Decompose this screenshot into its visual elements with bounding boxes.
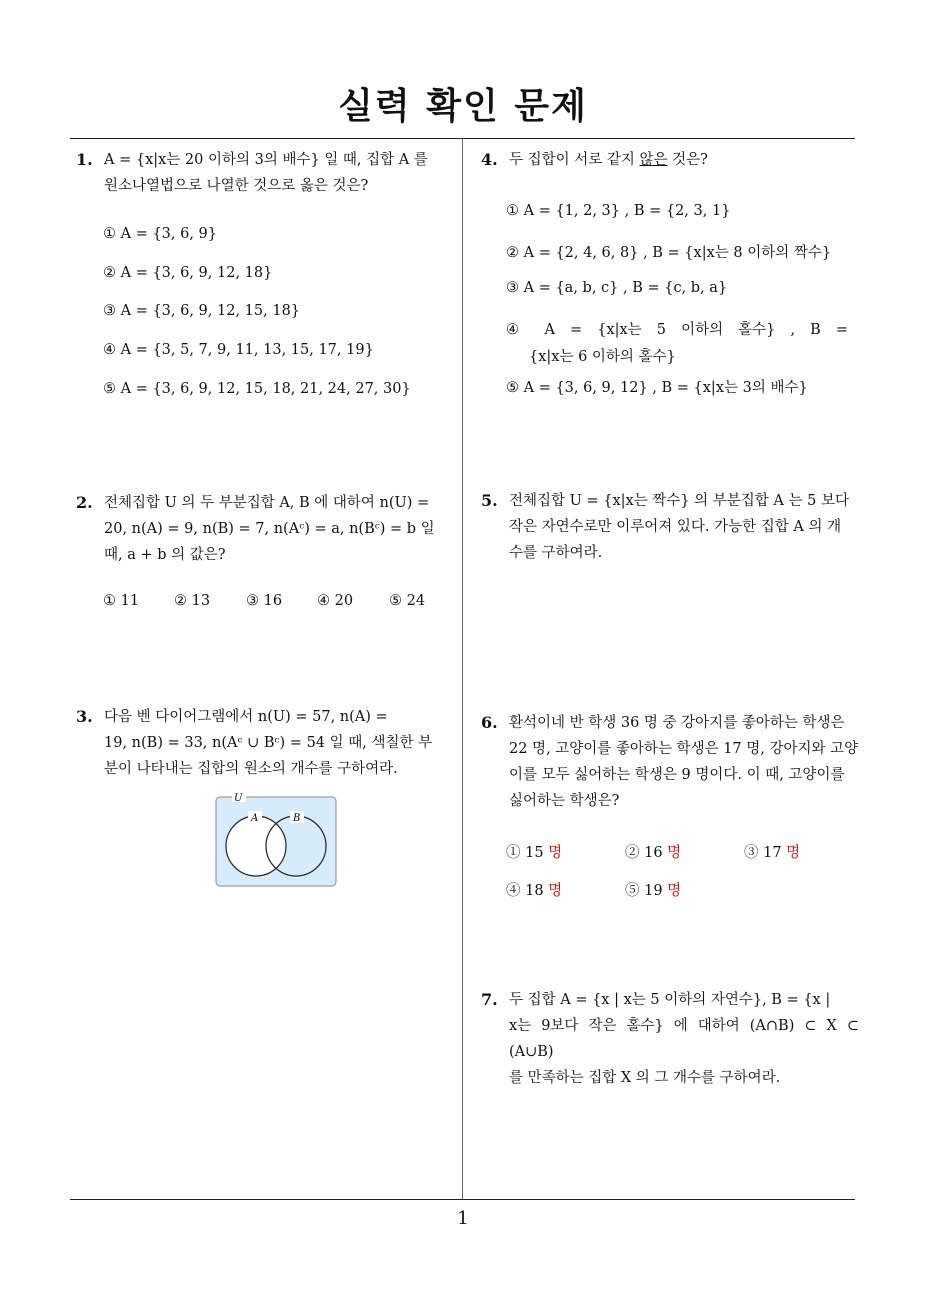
choice-4-3[interactable]: ③ A = {a, b, c} , B = {c, b, a} <box>506 280 728 296</box>
choice-6-5[interactable]: ⑤ 19 명 <box>625 883 682 899</box>
choice-1-1[interactable]: ① A = {3, 6, 9} <box>103 226 218 242</box>
problem-3 <box>76 704 456 782</box>
problem-text-line: 싫어하는 학생은? <box>509 793 620 809</box>
problem-6 <box>481 710 859 814</box>
choice-2-2[interactable]: ② 13 <box>174 593 211 609</box>
problem-text-line: 20, n(A) = 9, n(B) = 7, n(Aᶜ) = a, n(Bᶜ) = b 일 <box>104 521 435 537</box>
venn-label-b: B <box>293 813 301 824</box>
problem-text-line: 를 만족하는 집합 X 의 그 개수를 구하여라. <box>509 1070 781 1086</box>
choice-6-3[interactable]: ③ 17 명 <box>744 845 801 861</box>
column-divider <box>462 139 463 1199</box>
problem-5 <box>481 488 859 566</box>
problem-text-line: 작은 자연수로만 이루어져 있다. 가능한 집합 A 의 개 <box>509 519 842 535</box>
problem-text-line: 환석이네 반 학생 36 명 중 강아지를 좋아하는 학생은 <box>509 715 845 731</box>
problem-text: 것은? <box>667 152 708 168</box>
choice-2-3[interactable]: ③ 16 <box>246 593 283 609</box>
choice-4-4-cont: {x|x는 6 이하의 홀수} <box>529 349 676 365</box>
problem-text-line: 19, n(B) = 33, n(Aᶜ ∪ Bᶜ) = 54 일 때, 색칠한 부 <box>104 735 433 751</box>
choice-4-5[interactable]: ⑤ A = {3, 6, 9, 12} , B = {x|x는 3의 배수} <box>506 380 808 396</box>
problem-text-line: 다음 벤 다이어그램에서 n(U) = 57, n(A) = <box>104 709 388 725</box>
problem-text-line: A = {x|x는 20 이하의 3의 배수} 일 때, 집합 A 를 <box>104 152 428 168</box>
problem-number: 6. <box>481 713 498 732</box>
problem-text-line: 이를 모두 싫어하는 학생은 9 명이다. 이 때, 고양이를 <box>509 767 845 783</box>
problem-text: 두 집합이 서로 같지 <box>509 152 640 168</box>
venn-label-u: U <box>234 793 243 804</box>
problem-number: 3. <box>76 707 93 726</box>
problem-text-line: x는 9보다 작은 홀수} 에 대하여 (A∩B) ⊂ X ⊂ (A∪B) <box>509 1018 859 1060</box>
problem-text-line: 전체집합 U = {x|x는 짝수} 의 부분집합 A 는 5 보다 <box>509 493 849 509</box>
choice-1-4[interactable]: ④ A = {3, 5, 7, 9, 11, 13, 15, 17, 19} <box>103 342 374 358</box>
problem-text-underlined: 않은 <box>639 152 668 168</box>
choice-6-2[interactable]: ② 16 명 <box>625 845 682 861</box>
venn-label-a: A <box>251 813 259 824</box>
choice-1-3[interactable]: ③ A = {3, 6, 9, 12, 15, 18} <box>103 303 301 319</box>
problem-number: 5. <box>481 491 498 510</box>
choice-4-1[interactable]: ① A = {1, 2, 3} , B = {2, 3, 1} <box>506 203 731 219</box>
problem-7 <box>481 987 859 1091</box>
problem-2 <box>76 490 456 568</box>
page-number: 1 <box>457 1208 469 1229</box>
choice-4-2[interactable]: ② A = {2, 4, 6, 8} , B = {x|x는 8 이하의 짝수} <box>506 245 832 261</box>
problem-number: 4. <box>481 150 498 169</box>
problem-4 <box>481 147 859 173</box>
problem-text-line: 22 명, 고양이를 좋아하는 학생은 17 명, 강아지와 고양 <box>509 741 859 757</box>
venn-set-a <box>226 816 286 876</box>
choice-2-4[interactable]: ④ 20 <box>317 593 354 609</box>
problem-text-line: 때, a + b 의 값은? <box>104 547 226 563</box>
problem-1 <box>76 147 456 199</box>
page-title: 실력 확인 문제 <box>338 86 588 127</box>
problem-text-line: 두 집합 A = {x | x는 5 이하의 자연수}, B = {x | <box>509 992 831 1008</box>
problem-text-line: 분이 나타내는 집합의 원소의 개수를 구하여라. <box>104 761 398 777</box>
bottom-rule <box>70 1199 855 1200</box>
problem-number: 1. <box>76 150 93 169</box>
problem-number: 2. <box>76 493 93 512</box>
problem-text-line: 수를 구하여라. <box>509 545 603 561</box>
problem-text-line: 원소나열법으로 나열한 것으로 옳은 것은? <box>104 178 369 194</box>
choice-6-4[interactable]: ④ 18 명 <box>506 883 563 899</box>
choice-6-1[interactable]: ① 15 명 <box>506 845 563 861</box>
choice-4-4[interactable]: ④ A = {x|x는 5 이하의 홀수} , B = <box>506 322 848 338</box>
venn-diagram <box>214 790 338 890</box>
choice-1-2[interactable]: ② A = {3, 6, 9, 12, 18} <box>103 265 273 281</box>
choice-2-1[interactable]: ① 11 <box>103 593 140 609</box>
problem-text-line: 전체집합 U 의 두 부분집합 A, B 에 대하여 n(U) = <box>104 495 430 511</box>
problem-number: 7. <box>481 990 498 1009</box>
choice-1-5[interactable]: ⑤ A = {3, 6, 9, 12, 15, 18, 21, 24, 27, 30} <box>103 381 411 397</box>
choice-2-5[interactable]: ⑤ 24 <box>389 593 426 609</box>
